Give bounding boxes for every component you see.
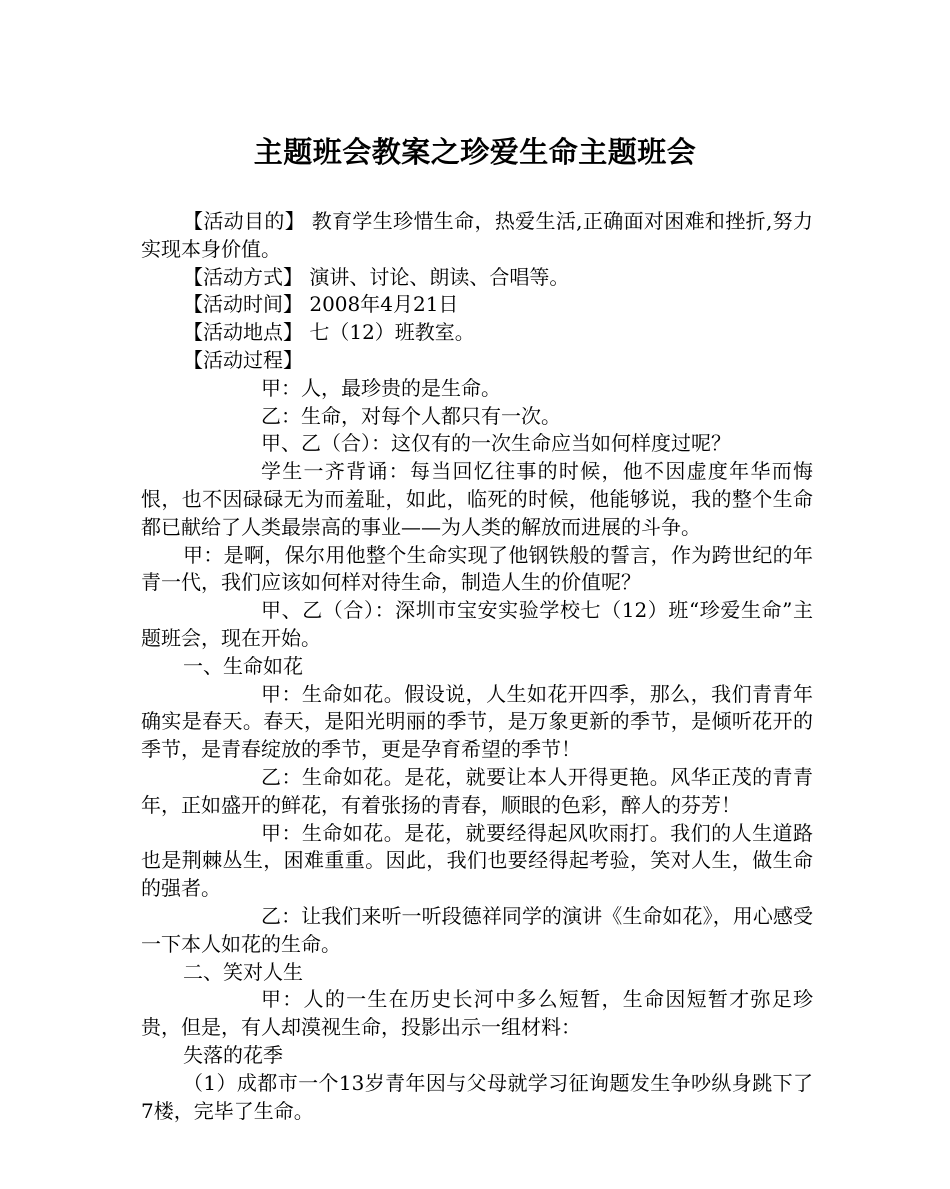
dialogue-line: 甲：生命如花。是花，就要经得起风吹雨打。我们的人生道路也是荆棘丛生，困难重重。因此，我们也要经得起考验，笑对人生，做生命的强者。 (141, 820, 813, 901)
dialogue-line: 甲：生命如花。假设说，人生如花开四季，那么，我们青青年确实是春天。春天，是阳光明丽的季节，是万象更新的季节，是倾听花开的季节，是青春绽放的季节，更是孕育希望的季节！ (141, 681, 813, 762)
paragraph-activity-location: 【活动地点】 七（12）班教室。 (183, 320, 475, 345)
paragraph-activity-process: 【活动过程】 (183, 347, 303, 372)
paragraph-activity-time: 【活动时间】 2008年4月21日 (183, 292, 459, 317)
section-heading: 一、生命如花 (183, 653, 303, 678)
dialogue-line: 甲：人的一生在历史长河中多么短暂，生命因短暂才弥足珍贵，但是，有人却漠视生命，投影出示一组材料： (141, 987, 813, 1040)
dialogue-line: 甲、乙（合）：深圳市宝安实验学校七（12）班“珍爱生命”主题班会，现在开始。 (141, 598, 813, 650)
list-item: （1）成都市一个13岁青年因与父母就学习征询题发生争吵纵身跳下了7楼，完毕了生命。 (141, 1070, 813, 1123)
dialogue-line: 甲：是啊，保尔用他整个生命实现了他钢铁般的誓言，作为跨世纪的年青一代，我们应该如何样对待生命，制造人生的价值呢？ (141, 542, 813, 595)
document-title: 主题班会教案之珍爱生命主题班会 (253, 135, 697, 169)
section-heading: 二、笑对人生 (183, 959, 303, 984)
dialogue-line: 甲、乙（合）：这仅有的一次生命应当如何样度过呢？ (261, 431, 731, 456)
dialogue-line: 乙：生命如花。是花，就要让本人开得更艳。风华正茂的青青年，正如盛开的鲜花，有着张扬的青春，顺眼的色彩，醉人的芬芳！ (141, 764, 813, 817)
paragraph-activity-method: 【活动方式】 演讲、讨论、朗读、合唱等。 (183, 264, 570, 289)
recitation-paragraph: 学生一齐背诵：每当回忆往事的时候，他不因虚度年华而悔恨，也不因碌碌无为而羞耻，如此，临死的时候，他能够说，我的整个生命都已献给了人类最崇高的事业——为人类的解放而进展的斗争。 (141, 459, 813, 539)
dialogue-line: 乙：让我们来听一听段德祥同学的演讲《生命如花》，用心感受一下本人如花的生命。 (141, 903, 813, 956)
paragraph-activity-purpose: 【活动目的】 教育学生珍惜生命，热爱生活,正确面对困难和挫折,努力实现本身价值。 (141, 209, 813, 261)
dialogue-line: 乙：生命，对每个人都只有一次。 (261, 403, 561, 428)
document-body (141, 208, 813, 1125)
dialogue-line: 甲：人，最珍贵的是生命。 (261, 375, 501, 400)
subheading: 失落的花季 (183, 1042, 283, 1067)
